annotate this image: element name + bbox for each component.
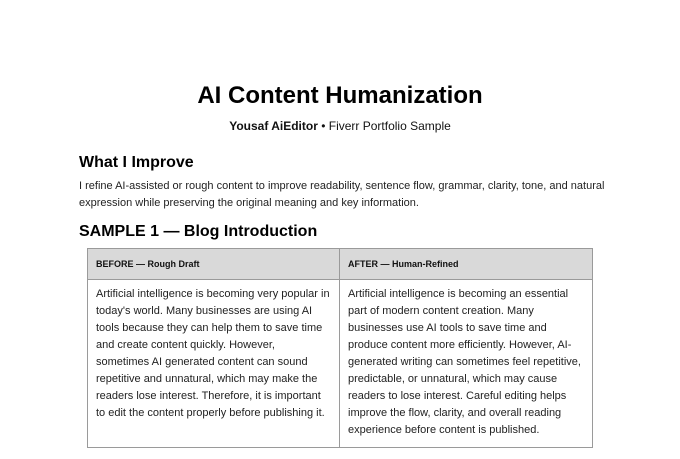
subtitle-text: Fiverr Portfolio Sample — [328, 119, 451, 133]
document-subtitle — [0, 118, 680, 134]
before-column-header: BEFORE — Rough Draft — [88, 249, 340, 280]
author-name: Yousaf AiEditor — [229, 119, 318, 133]
improve-heading: What I Improve — [79, 154, 194, 171]
table-header-row — [88, 249, 593, 280]
sample-heading: SAMPLE 1 — Blog Introduction — [79, 223, 318, 240]
after-text-cell: Artificial intelligence is becoming an essential part of modern content creation. Many businesses use AI tools to save time and produce content more efficiently. However, AI-generated writing can sometimes feel repetitive, predictable, or unnatural, which may cause readers to lose interest. Careful editing helps improve the flow, clarity, and overall reading experience before content is published. — [340, 280, 593, 448]
before-text-cell: Artificial intelligence is becoming very popular in today's world. Many businesses are using AI tools because they can help them to save time and create content quickly. However, sometimes AI generated content can sound repetitive and unnatural, which may make the readers lose interest. Therefore, it is important to edit the content properly before publishing it. — [88, 280, 340, 448]
document-title: AI Content Humanization — [197, 82, 483, 109]
comparison-table — [87, 248, 593, 448]
after-column-header: AFTER — Human-Refined — [340, 249, 593, 280]
improve-paragraph: I refine AI-assisted or rough content to improve readability, sentence flow, grammar, clarity, tone, and natural expression while preserving the original meaning and key information. — [79, 180, 605, 209]
table-row — [88, 280, 593, 448]
subtitle-separator: • — [317, 119, 329, 133]
